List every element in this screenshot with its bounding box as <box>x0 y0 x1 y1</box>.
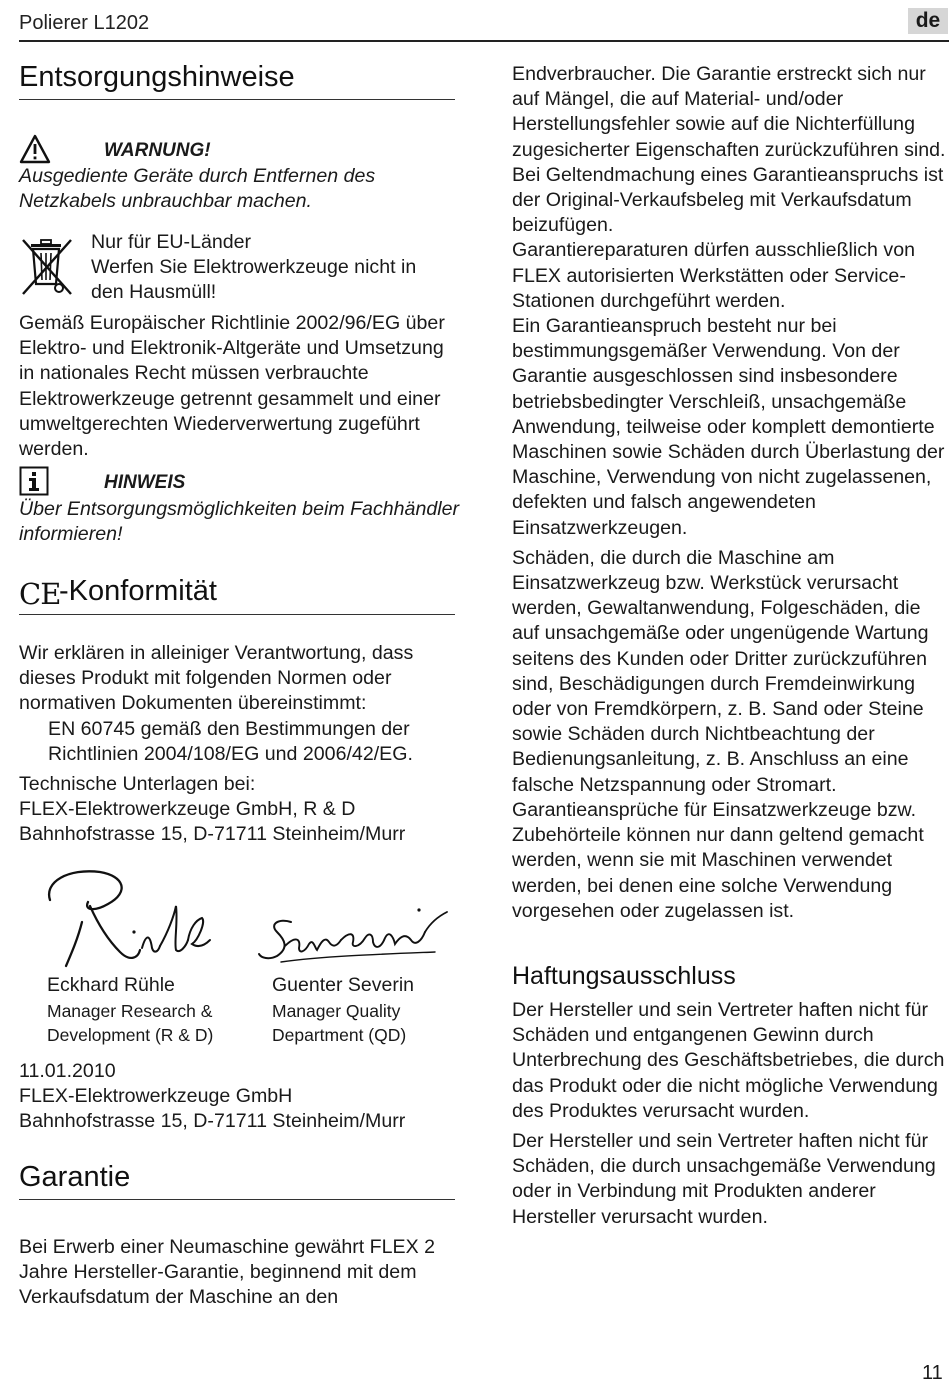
guarantee-intro: Bei Erwerb einer Neumaschine gewährt FLEX 2 Jahre Hersteller-Garantie, beginnend mit dem Verkaufsdatum der Maschine an den <box>19 1236 436 1309</box>
company-address: Bahnhofstrasse 15, D-71711 Steinheim/Murr <box>19 1110 406 1133</box>
warning-triangle-icon <box>19 134 51 164</box>
liability-heading: Haftungsausschluss <box>512 962 736 990</box>
signatory-2-role <box>272 1000 406 1047</box>
guarantee-paragraph-4: Schäden, die durch die Maschine am Einsatzwerkzeug bzw. Werkstück verursacht werden, Gewaltanwendung, Folgeschäden, die auf unsachgemäße oder ungenügende Wartung seitens des Kunden oder Dritter zurückzuführen sind, Beschädigungen durch Fremdeinwirkung oder von Fremdkörpern, z. B. Sand oder Steine sowie Schäden durch Nichtbeachtung der Bedienungsanleitung, z. B. Anschluss an eine falsche Netzspannung oder Stromart. Garantieansprüche für Einsatzwerkzeuge bzw. Zubehörteile können nur dann geltend gemacht werden, wenn sie mit Maschinen verwendet werden, bei denen eine solche Verwendung vorgesehen oder zugelassen ist. <box>512 546 929 922</box>
warning-text: Ausgediente Geräte durch Entfernen des Netzkabels unbrauchbar machen. <box>19 165 376 213</box>
declaration-date: 11.01.2010 <box>19 1060 116 1082</box>
signatory-2-role-line-2: Department (QD) <box>272 1024 407 1045</box>
language-badge: de <box>908 8 948 34</box>
signature-severin <box>255 902 455 972</box>
ce-mark: CE <box>19 577 61 611</box>
guarantee-heading-rule <box>19 1199 455 1200</box>
tech-docs-label: Technische Unterlagen bei: <box>19 773 256 796</box>
guarantee-paragraph-1: Endverbraucher. Die Garantie erstreckt sich nur auf Mängel, die auf Material- und/oder Herstellungsfehler sowie auf die Nichterfüllung zugesicherter Eigenschaften zurückzuführen sind. Bei Geltendmachung eines Garantieanspruchs ist der Original-Verkaufsbeleg mit Verkaufsdatum beizufügen. <box>512 63 946 237</box>
header-rule <box>19 40 949 42</box>
signatory-1-role-line-1: Manager Research & <box>47 1001 213 1021</box>
conformity-heading-rule <box>19 614 455 615</box>
signatory-1-role <box>47 1000 213 1047</box>
signatory-2-name: Guenter Severin <box>272 974 414 996</box>
page-number: 11 <box>922 1362 943 1384</box>
liability-paragraph-2: Der Hersteller und sein Vertreter haften nicht für Schäden, die durch unsachgemäße Verwendung oder in Verbindung mit Produkten anderer Hersteller verursacht wurden. <box>512 1130 936 1228</box>
signature-ruehle <box>38 862 218 972</box>
standard-text: EN 60745 gemäß den Bestimmungen der Richtlinien 2004/108/EG und 2006/42/EG. <box>48 717 413 765</box>
info-icon <box>19 466 49 496</box>
guarantee-paragraph-2: Garantiereparaturen dürfen ausschließlich von FLEX autorisierten Werkstätten oder Service-Stationen durchgeführt werden. <box>512 239 915 312</box>
liability-paragraph-1: Der Hersteller und sein Vertreter haften nicht für Schäden und entgangenen Gewinn durch Unterbrechung des Geschäftsbetriebes, die durch das Produkt oder die nicht mögliche Verwendung des Produktes verursacht wurden. <box>512 999 945 1122</box>
eu-line-2: Werfen Sie Elektrowerkzeuge nicht in <box>91 256 417 279</box>
disposal-heading: Entsorgungshinweise <box>19 61 295 93</box>
eu-line-1: Nur für EU-Länder <box>91 231 252 253</box>
signatory-1-name: Eckhard Rühle <box>47 974 175 996</box>
note-text: Über Entsorgungsmöglichkeiten beim Fachhändler informieren! <box>19 498 460 546</box>
warning-label: WARNUNG! <box>104 140 211 161</box>
conformity-heading: -Konformität <box>59 575 217 607</box>
signatory-2-role-line-1: Manager Quality <box>272 1001 401 1021</box>
guarantee-paragraph-3: Ein Garantieanspruch besteht nur bei bestimmungsgemäßer Verwendung. Von der Garantie ausgeschlossen sind insbesondere betriebsbedingter Verschleiß, unsachgemäße Anwendung, teilweise oder komplett demontierte Maschinen sowie Schäden durch Überlastung der Maschine, Verwendung von nicht zugelassenen, defekten und falsch angewendeten Einsatzwerkzeugen. <box>512 315 945 539</box>
conformity-text: Wir erklären in alleiniger Verantwortung, dass dieses Produkt mit folgenden Normen oder normativen Dokumenten übereinstimmt: <box>19 642 414 715</box>
tech-docs-company: FLEX-Elektrowerkzeuge GmbH, R & D <box>19 798 356 821</box>
eu-line-3: den Hausmüll! <box>91 281 217 304</box>
crossed-bin-icon <box>19 236 77 298</box>
company-name: FLEX-Elektrowerkzeuge GmbH <box>19 1085 293 1108</box>
signatory-1-role-line-2: Development (R & D) <box>47 1024 214 1045</box>
guarantee-heading: Garantie <box>19 1161 131 1193</box>
document-title: Polierer L1202 <box>19 12 150 34</box>
directive-text: Gemäß Europäischer Richtlinie 2002/96/EG über Elektro- und Elektronik-Altgeräte und Umsetzung in nationales Recht müssen verbrauchte Elektrowerkzeuge getrennt gesammelt und einer umweltgerechten Wiederverwertung zugeführt werden. <box>19 312 445 461</box>
disposal-heading-rule <box>19 99 455 100</box>
tech-docs-address: Bahnhofstrasse 15, D-71711 Steinheim/Murr <box>19 823 406 846</box>
note-label: HINWEIS <box>104 472 186 493</box>
